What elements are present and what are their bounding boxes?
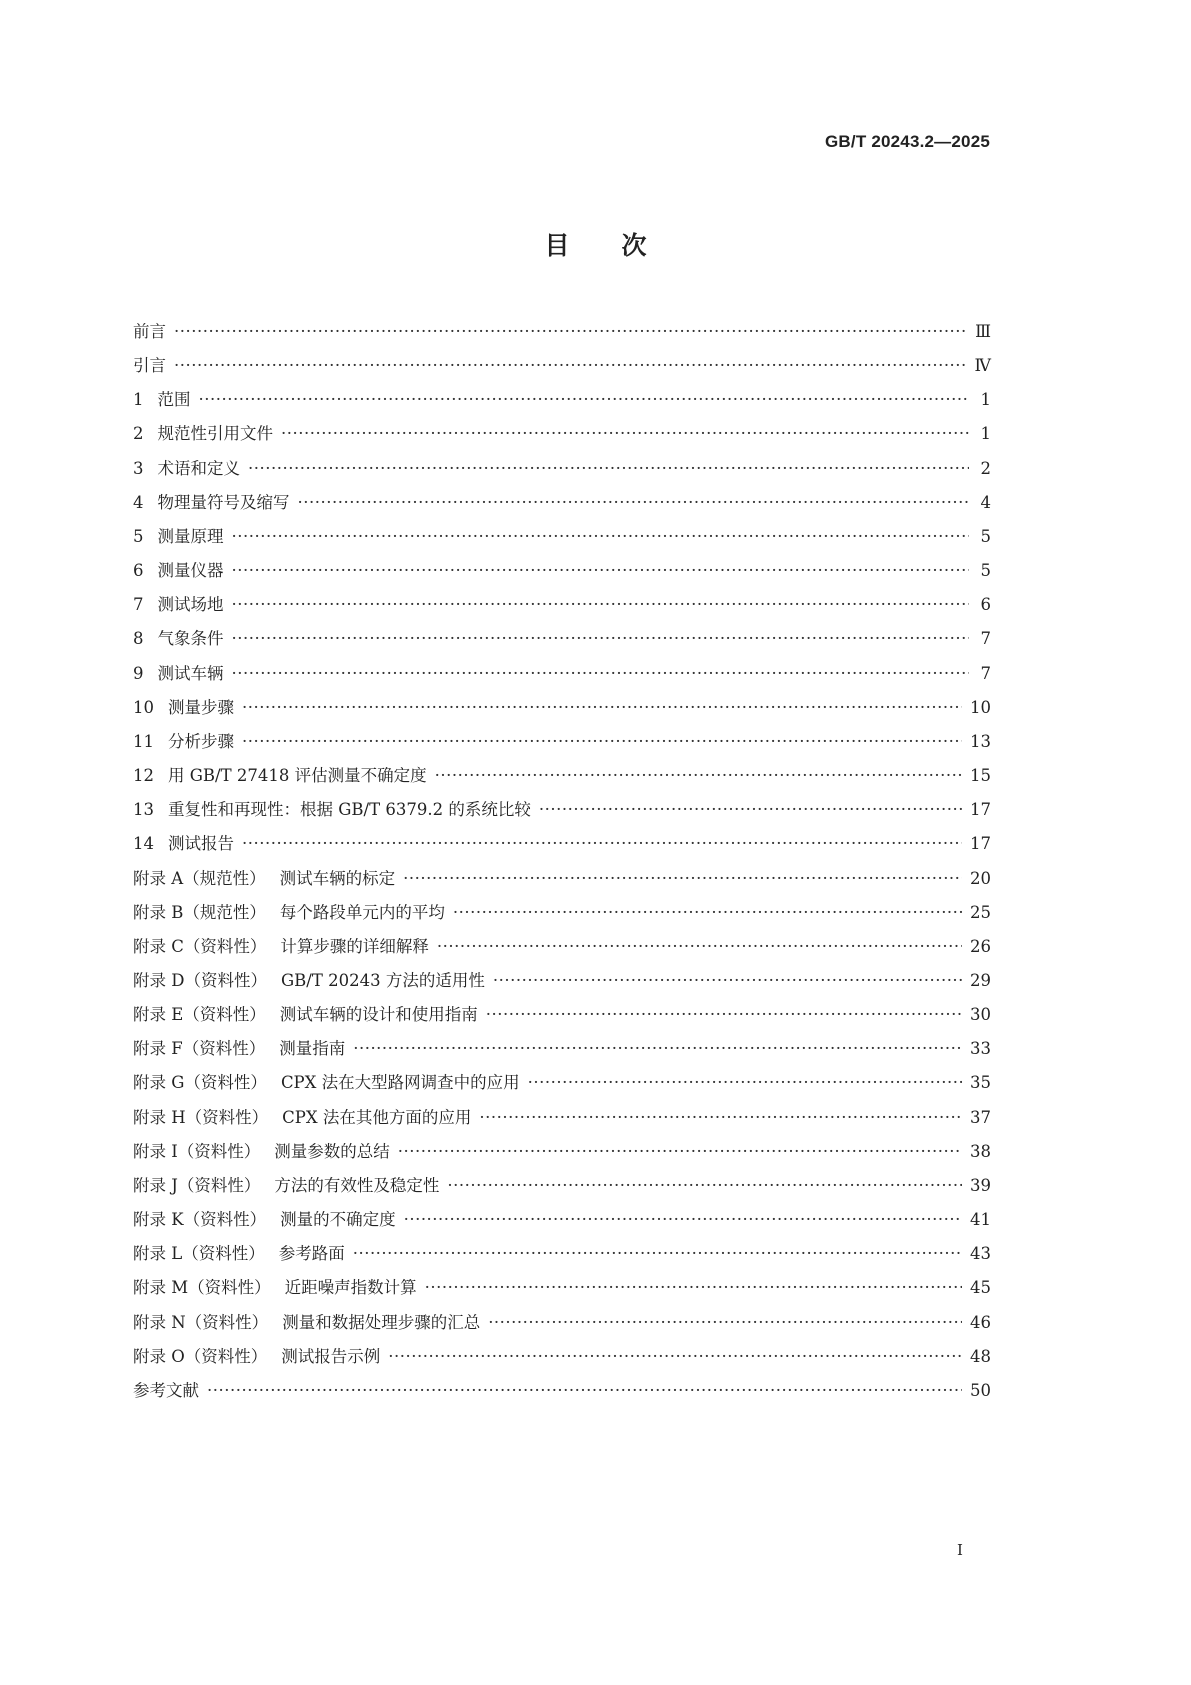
toc-entry[interactable] — [133, 352, 991, 386]
toc-entry-number: 附录 K（资料性） — [133, 1210, 267, 1230]
toc-entry-page: 17 — [970, 800, 991, 820]
dot-leader — [207, 1381, 962, 1400]
toc-entry[interactable] — [133, 1206, 991, 1240]
toc-entry[interactable] — [133, 591, 991, 625]
toc-entry-page: 45 — [970, 1278, 991, 1298]
toc-entry-number: 附录 B（规范性） — [133, 902, 266, 922]
toc-entry[interactable] — [133, 489, 991, 523]
toc-entry-page: 41 — [970, 1210, 991, 1230]
toc-entry[interactable] — [133, 1035, 991, 1069]
toc-entry-title: 每个路段单元内的平均 — [279, 902, 445, 922]
toc-entry-page: 5 — [980, 561, 991, 581]
toc-entry-title: 用 GB/T 27418 评估测量不确定度 — [168, 766, 427, 786]
toc-entry-page: 26 — [970, 936, 991, 956]
toc-entry[interactable] — [133, 1309, 991, 1343]
page-title: 目次 — [544, 231, 699, 260]
dot-leader — [174, 356, 967, 375]
toc-entry-page: 43 — [970, 1244, 991, 1264]
toc-entry-number: 附录 I（资料性） — [133, 1141, 261, 1161]
toc-entry[interactable] — [133, 1377, 991, 1411]
toc-entry-title: 近距噪声指数计算 — [284, 1278, 417, 1298]
dot-leader — [199, 390, 970, 409]
toc-entry-title: 测量原理 — [157, 526, 224, 546]
dot-leader — [435, 766, 962, 785]
toc-entry-number: 附录 O（资料性） — [133, 1346, 268, 1366]
toc-entry-title: 测量参数的总结 — [274, 1141, 390, 1161]
table-of-contents — [133, 318, 991, 1411]
toc-entry[interactable] — [133, 762, 991, 796]
toc-entry-page: 4 — [980, 492, 991, 512]
dot-leader — [404, 1210, 962, 1229]
toc-entry-number: 附录 G（资料性） — [133, 1073, 267, 1093]
toc-entry-title: 引言 — [133, 356, 166, 376]
toc-entry-page: 17 — [970, 834, 991, 854]
toc-entry-title: 测试报告示例 — [281, 1346, 381, 1366]
toc-entry-page: 5 — [980, 526, 991, 546]
toc-entry-page: 35 — [970, 1073, 991, 1093]
toc-entry-title: 测量步骤 — [168, 697, 234, 717]
toc-entry-page: 20 — [970, 868, 991, 888]
dot-leader — [353, 1244, 962, 1263]
toc-entry-number: 10 — [133, 697, 154, 717]
toc-entry[interactable] — [133, 1069, 991, 1103]
toc-entry-page: 38 — [970, 1141, 991, 1161]
dot-leader — [242, 732, 962, 751]
dot-leader — [232, 595, 970, 614]
toc-entry-number: 附录 D（资料性） — [133, 970, 267, 990]
toc-entry-title: 测试车辆的设计和使用指南 — [279, 1005, 478, 1025]
dot-leader — [298, 493, 970, 512]
page-folio: I — [957, 1541, 963, 1559]
toc-entry-page: 7 — [980, 629, 991, 649]
toc-entry[interactable] — [133, 455, 991, 489]
toc-entry-page: 13 — [970, 731, 991, 751]
toc-entry[interactable] — [133, 1172, 991, 1206]
toc-entry-title: 测量仪器 — [157, 561, 224, 581]
toc-entry-number: 附录 J（资料性） — [133, 1175, 261, 1195]
dot-leader — [388, 1347, 962, 1366]
dot-leader — [174, 322, 967, 341]
toc-entry-number: 附录 C（资料性） — [133, 936, 267, 956]
toc-entry-page: 50 — [970, 1380, 991, 1400]
dot-leader — [479, 1108, 962, 1127]
toc-entry[interactable] — [133, 660, 991, 694]
dot-leader — [232, 629, 970, 648]
toc-entry[interactable] — [133, 1343, 991, 1377]
toc-entry[interactable] — [133, 625, 991, 659]
toc-entry-title: CPX 法在大型路网调查中的应用 — [280, 1073, 520, 1093]
toc-entry-title: 测量的不确定度 — [280, 1210, 396, 1230]
dot-leader — [281, 424, 969, 443]
toc-entry-page: Ⅳ — [974, 356, 991, 376]
toc-entry[interactable] — [133, 1138, 991, 1172]
toc-entry-number: 3 — [133, 458, 144, 478]
toc-entry-number: 14 — [133, 834, 154, 854]
toc-entry-page: 37 — [970, 1107, 991, 1127]
toc-entry-title: 规范性引用文件 — [157, 424, 273, 444]
toc-entry[interactable] — [133, 967, 991, 1001]
toc-entry-number: 附录 A（规范性） — [133, 868, 266, 888]
dot-leader — [353, 1039, 962, 1058]
toc-entry-number: 6 — [133, 561, 144, 581]
toc-entry[interactable] — [133, 1240, 991, 1274]
toc-entry-number: 2 — [133, 424, 144, 444]
toc-entry-number: 8 — [133, 629, 144, 649]
toc-entry-number: 13 — [133, 800, 154, 820]
toc-entry-title: 前言 — [133, 322, 166, 341]
toc-entry-number: 1 — [133, 390, 144, 410]
toc-entry-title: 测量和数据处理步骤的汇总 — [282, 1312, 481, 1332]
toc-entry-title: 参考文献 — [133, 1380, 199, 1400]
toc-entry-number: 7 — [133, 595, 144, 615]
toc-entry[interactable] — [133, 728, 991, 762]
toc-entry[interactable] — [133, 899, 991, 933]
dot-leader — [398, 1142, 962, 1161]
toc-entry-page: 46 — [970, 1312, 991, 1332]
toc-entry-page: 33 — [970, 1039, 991, 1059]
toc-entry-page: 6 — [980, 595, 991, 615]
toc-entry-title: 物理量符号及缩写 — [157, 492, 290, 512]
toc-entry-number: 附录 L（资料性） — [133, 1244, 265, 1264]
toc-entry-number: 附录 H（资料性） — [133, 1107, 269, 1127]
dot-leader — [232, 561, 970, 580]
toc-entry-number: 附录 M（资料性） — [133, 1278, 271, 1298]
dot-leader — [447, 1176, 962, 1195]
toc-entry[interactable] — [133, 557, 991, 591]
toc-entry-page: Ⅲ — [975, 322, 991, 341]
toc-entry-page: 25 — [970, 902, 991, 922]
toc-entry-page: 10 — [970, 697, 991, 717]
toc-entry-page: 29 — [970, 970, 991, 990]
toc-entry[interactable] — [133, 318, 991, 352]
toc-entry-page: 2 — [980, 458, 991, 478]
toc-entry-title: 测量指南 — [279, 1039, 346, 1059]
toc-entry-page: 1 — [980, 390, 991, 410]
toc-entry[interactable] — [133, 386, 991, 420]
dot-leader — [486, 1005, 962, 1024]
dot-leader — [232, 527, 970, 546]
toc-entry-title: 测试报告 — [168, 834, 234, 854]
toc-entry-page: 30 — [970, 1005, 991, 1025]
toc-entry[interactable] — [133, 420, 991, 454]
toc-entry-title: 测试场地 — [157, 595, 224, 615]
dot-leader — [242, 698, 962, 717]
toc-entry[interactable] — [133, 694, 991, 728]
toc-entry[interactable] — [133, 1001, 991, 1035]
toc-entry-title: 范围 — [157, 390, 191, 410]
dot-leader — [539, 800, 962, 819]
dot-leader — [488, 1313, 962, 1332]
toc-entry-number: 11 — [133, 731, 154, 751]
toc-entry-page: 7 — [980, 663, 991, 683]
dot-leader — [232, 664, 970, 683]
toc-entry[interactable] — [133, 523, 991, 557]
toc-entry-title: GB/T 20243 方法的适用性 — [280, 970, 485, 990]
toc-entry-number: 附录 N（资料性） — [133, 1312, 269, 1332]
toc-entry[interactable] — [133, 830, 991, 864]
toc-entry-title: 测试车辆的标定 — [279, 868, 396, 888]
toc-entry-page: 1 — [980, 424, 991, 444]
toc-entry-title: 测试车辆 — [157, 663, 224, 683]
toc-entry-number: 附录 F（资料性） — [133, 1039, 266, 1059]
toc-entry[interactable] — [133, 1274, 991, 1308]
dot-leader — [425, 1278, 962, 1297]
toc-entry-title: 重复性和再现性：根据 GB/T 6379.2 的系统比较 — [168, 800, 531, 820]
dot-leader — [437, 937, 962, 956]
dot-leader — [242, 834, 962, 853]
dot-leader — [453, 903, 962, 922]
toc-entry-title: 气象条件 — [157, 629, 224, 649]
dot-leader — [248, 459, 969, 478]
toc-entry-title: 术语和定义 — [157, 458, 240, 478]
toc-entry-number: 5 — [133, 526, 144, 546]
toc-entry-number: 附录 E（资料性） — [133, 1005, 266, 1025]
toc-entry-title: CPX 法在其他方面的应用 — [282, 1107, 472, 1127]
standard-number: GB/T 20243.2—2025 — [825, 132, 990, 151]
toc-entry-page: 15 — [970, 766, 991, 786]
toc-entry-page: 48 — [970, 1346, 991, 1366]
toc-entry[interactable] — [133, 1104, 991, 1138]
toc-entry-number: 12 — [133, 766, 154, 786]
toc-entry-title: 分析步骤 — [168, 731, 234, 751]
toc-entry-number: 4 — [133, 492, 144, 512]
toc-entry-title: 计算步骤的详细解释 — [280, 936, 429, 956]
dot-leader — [493, 971, 962, 990]
toc-entry-page: 39 — [970, 1175, 991, 1195]
toc-entry[interactable] — [133, 865, 991, 899]
toc-entry[interactable] — [133, 796, 991, 830]
toc-entry[interactable] — [133, 933, 991, 967]
toc-entry-number: 9 — [133, 663, 144, 683]
dot-leader — [528, 1073, 962, 1092]
dot-leader — [403, 869, 962, 888]
toc-entry-title: 参考路面 — [278, 1244, 345, 1264]
toc-entry-title: 方法的有效性及稳定性 — [274, 1175, 440, 1195]
